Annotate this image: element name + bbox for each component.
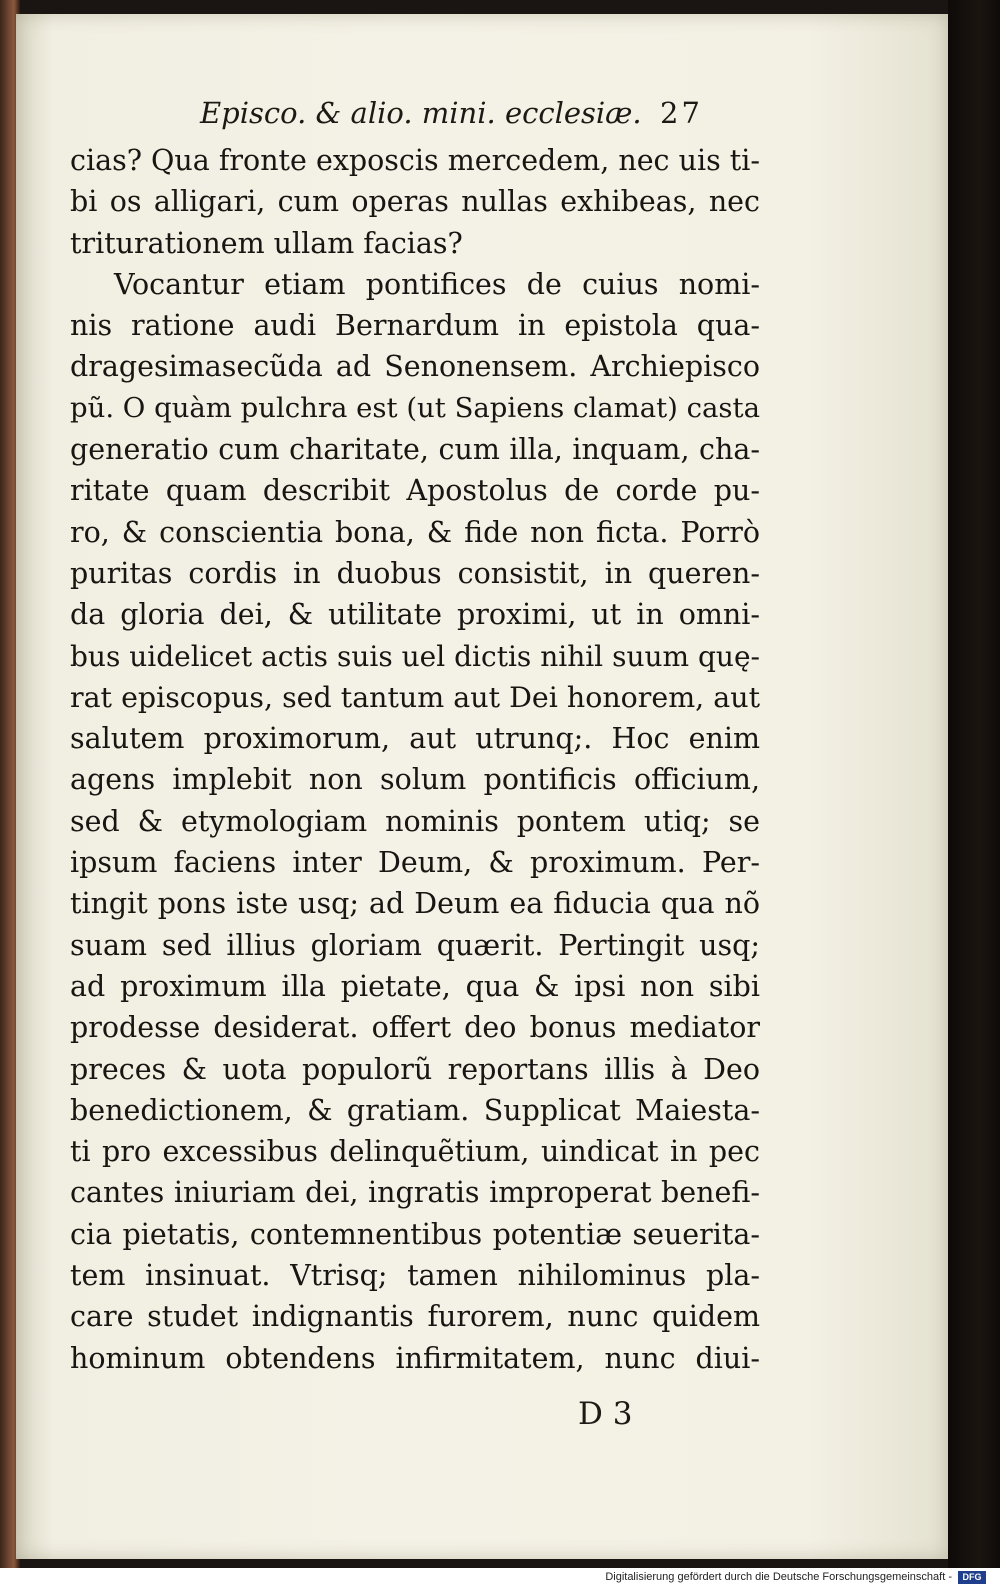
text-line: ipsum faciens inter Deum, & proximum. Per- — [70, 846, 760, 880]
text-line: sed & etymologiam nominis pontem utiq; se — [70, 804, 760, 838]
text-line: triturationem ullam facias? — [70, 226, 463, 260]
text-line: dragesimasecũda ad Senonensem. Archiepisco — [70, 350, 760, 384]
text-line: ti pro excessibus delinquẽtium, uindicat in pec — [70, 1135, 760, 1169]
body-text — [70, 140, 760, 1379]
text-line: tingit pons iste usq; ad Deum ea fiducia qua nõ — [70, 887, 760, 921]
text-line: ro, & conscientia bona, & fide non ficta. Porrò — [70, 515, 760, 549]
text-line: puritas cordis in duobus consistit, in queren- — [70, 556, 760, 590]
text-line: nis ratione audi Bernardum in epistola qua- — [70, 309, 760, 343]
text-line: suam sed illius gloriam quærit. Pertingit usq; — [70, 928, 760, 962]
text-line: bi os alligari, cum operas nullas exhibeas, nec — [70, 185, 760, 219]
running-title: Episco. & alio. mini. ecclesiæ. — [200, 96, 642, 130]
text-line: pũ. O quàm pulchra est (ut Sapiens clamat) casta — [70, 391, 760, 424]
text-line: da gloria dei, & utilitate proximi, ut in omni- — [70, 598, 760, 632]
footer-credit: Digitalisierung gefördert durch die Deutsche Forschungsgemeinschaft - — [605, 1571, 952, 1583]
book-edge — [948, 0, 1000, 1568]
text-line: bus uidelicet actis suis uel dictis nihil suum quę- — [70, 639, 760, 673]
text-line: preces & uota populorũ reportans illis à Deo — [70, 1052, 760, 1086]
text-line: benedictionem, & gratiam. Supplicat Maiesta- — [70, 1093, 760, 1127]
text-line: Vocantur etiam pontifices de cuius nomi- — [114, 267, 760, 301]
text-line: agens implebit non solum pontificis officium, — [70, 763, 760, 797]
text-line: cia pietatis, contemnentibus potentiæ seuerita- — [70, 1217, 760, 1251]
signature-mark: D 3 — [578, 1396, 633, 1432]
text-line: ritate quam describit Apostolus de corde pu- — [70, 474, 760, 508]
text-line: ad proximum illa pietate, qua & ipsi non sibi — [70, 969, 760, 1003]
page-number: 27 — [660, 96, 703, 130]
text-line: salutem proximorum, aut utrunq;. Hoc enim — [70, 722, 760, 756]
page-header — [200, 96, 720, 142]
dfg-logo: DFG — [958, 1571, 986, 1584]
text-line: cias? Qua fronte exposcis mercedem, nec uis ti- — [70, 144, 760, 177]
text-line: prodesse desiderat. offert deo bonus mediator — [70, 1011, 760, 1045]
text-line: rat episcopus, sed tantum aut Dei honorem, aut — [70, 680, 760, 714]
text-line: cantes iniuriam dei, ingratis improperat benefi- — [70, 1176, 760, 1210]
text-line: tem insinuat. Vtrisq; tamen nihilominus pla- — [70, 1259, 760, 1293]
text-line: generatio cum charitate, cum illa, inquam, cha- — [70, 433, 760, 467]
text-line: care studet indignantis furorem, nunc quidem — [70, 1300, 760, 1334]
text-line: hominum obtendens infirmitatem, nunc diui- — [70, 1341, 760, 1375]
footer-bar — [0, 1568, 1000, 1588]
